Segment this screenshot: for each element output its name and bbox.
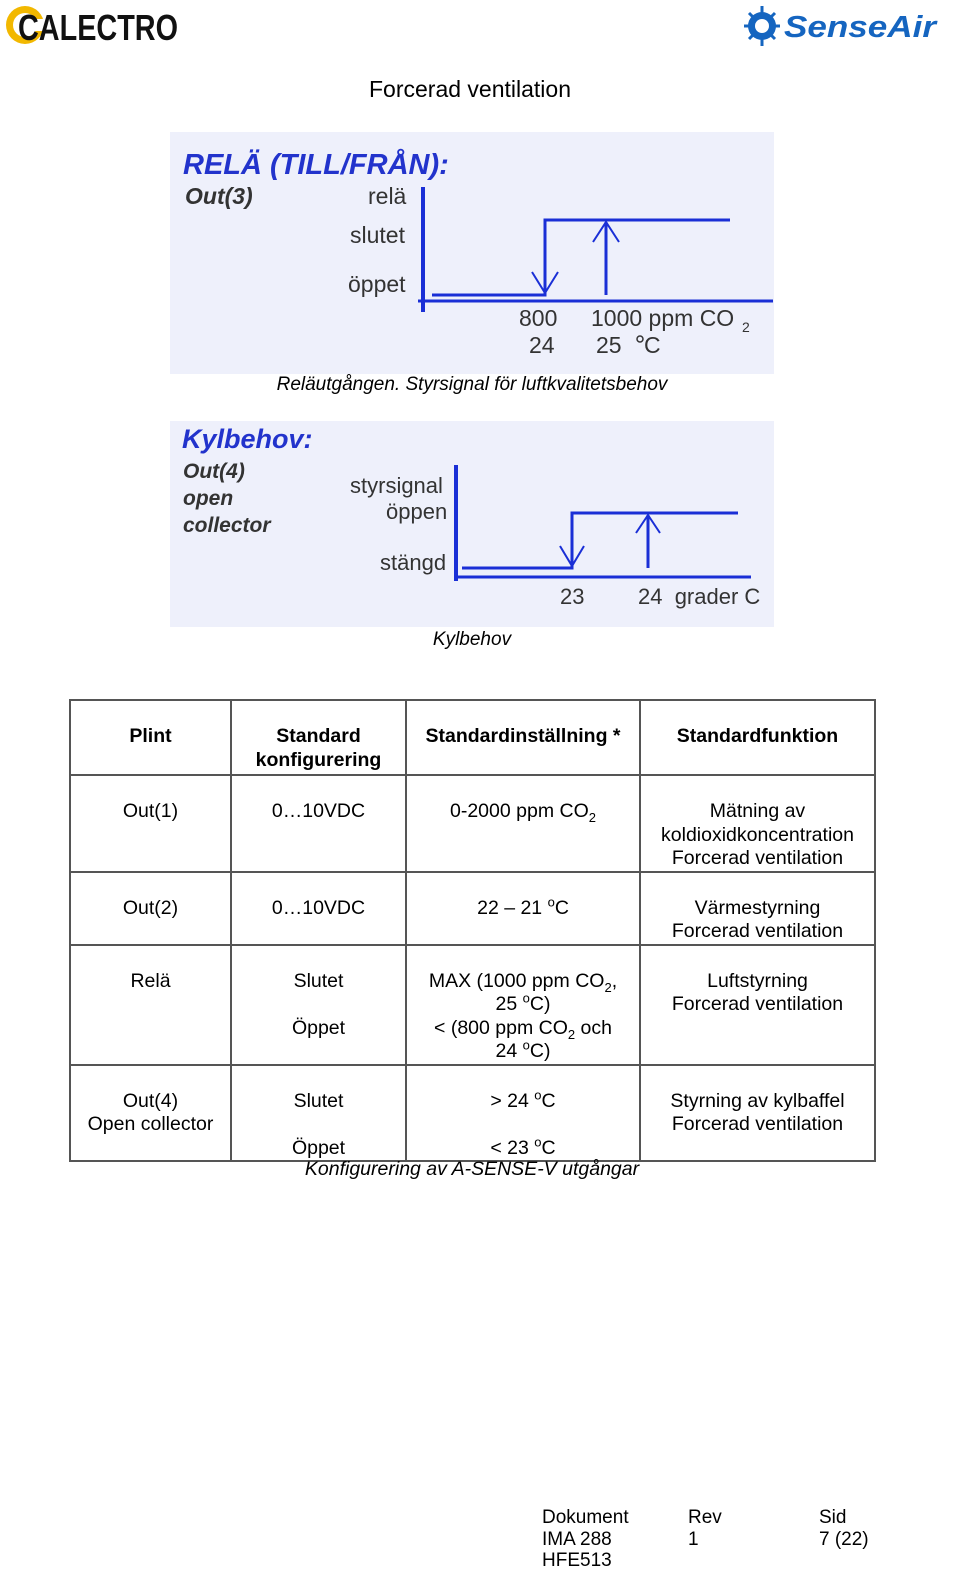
senseair-logo	[744, 6, 940, 46]
calectro-logo	[4, 2, 184, 48]
cell-plint: Relä	[70, 945, 231, 1065]
rela-axis-label: relä	[368, 183, 407, 209]
cell-conf: Slutet Öppet	[231, 1065, 406, 1162]
cell-function: Styrning av kylbaffel Forcerad ventilation	[640, 1065, 875, 1162]
rela-caption: Reläutgången. Styrsignal för luftkvalitetsbehov	[276, 374, 668, 395]
footer-rev-value: 1	[688, 1528, 699, 1550]
table-row	[70, 872, 875, 945]
rela-state-on: slutet	[350, 222, 405, 248]
table-row	[70, 775, 875, 872]
table-caption: Konfigurering av A-SENSE-V utgångar	[304, 1158, 640, 1180]
footer-sid-label: Sid	[819, 1507, 847, 1528]
senseair-logo-text: SenseAir	[784, 9, 939, 44]
cell-conf: Slutet Öppet	[231, 945, 406, 1065]
rela-heading: RELÄ (TILL/FRÅN):	[183, 149, 449, 181]
footer-revision	[688, 1507, 722, 1550]
cell-setting: 0-2000 ppm $CO_2$	[406, 775, 640, 872]
footer-page	[819, 1507, 869, 1550]
footer-doc-value-2: HFE513	[542, 1550, 612, 1571]
cell-plint: Out(4) Open collector	[70, 1065, 231, 1162]
header-plint: Plint	[70, 700, 231, 775]
kyl-tick-23: 23	[560, 584, 585, 609]
kyl-heading: Kylbehov:	[182, 424, 313, 454]
kyl-axis-label: styrsignal	[350, 473, 443, 498]
kylbehov-caption: Kylbehov	[432, 629, 512, 650]
footer-document	[542, 1507, 629, 1572]
calectro-logo-text: CALECTRO	[18, 7, 178, 48]
cell-conf: 0…10VDC	[231, 872, 406, 945]
header-standard-konfigurering: Standard konfigurering	[231, 700, 406, 775]
cell-setting: 22 – 21 $^o$C	[406, 872, 640, 945]
rela-tick-1000: 1000 ppm CO	[591, 305, 735, 331]
cell-setting: > 24 $^o$C < 23 $^o$C	[406, 1065, 640, 1162]
footer-rev-label: Rev	[688, 1507, 722, 1528]
header-standardfunktion: Standardfunktion	[640, 700, 875, 775]
output-config-table	[69, 699, 876, 1162]
rela-temp-unit: C	[644, 332, 661, 358]
rela-diagram	[170, 132, 774, 374]
rela-tick-24: 24	[529, 332, 555, 358]
cell-function: Mätning av koldioxidkoncentration Forcerad ventilation	[640, 775, 875, 872]
cell-conf: 0…10VDC	[231, 775, 406, 872]
rela-state-off: öppet	[348, 271, 406, 297]
cell-function: Värmestyrning Forcerad ventilation	[640, 872, 875, 945]
footer-doc-value: IMA 288	[542, 1528, 612, 1550]
cell-plint: Out(1)	[70, 775, 231, 872]
rela-tick-1000-sub: 2	[742, 319, 750, 335]
footer-doc-label: Dokument	[542, 1507, 629, 1528]
page-title: Forcerad ventilation	[369, 76, 571, 102]
cell-plint: Out(2)	[70, 872, 231, 945]
footer-sid-value: 7 (22)	[819, 1528, 869, 1550]
kyl-output-l3: collector	[183, 514, 271, 537]
kyl-output-l2: open	[183, 487, 234, 510]
header-standardinstallning: Standardinställning *	[406, 700, 640, 775]
table-row	[70, 1065, 875, 1162]
kylbehov-diagram	[170, 421, 774, 627]
kyl-state-off: stängd	[380, 550, 447, 575]
kyl-tick-24: 24 grader C	[638, 584, 761, 609]
kyl-output-label: Out(4)	[183, 460, 245, 483]
kyl-state-on: öppen	[386, 499, 448, 524]
cell-setting: MAX (1000 ppm $CO_2$, 25 $^o$C) < (800 ppm $CO_2$ och 24 $^o$C)	[406, 945, 640, 1065]
rela-tick-25: 25	[596, 332, 622, 358]
table-row	[70, 945, 875, 1065]
cell-function: Luftstyrning Forcerad ventilation	[640, 945, 875, 1065]
rela-output-label: Out(3)	[185, 183, 253, 209]
table-header-row	[70, 700, 875, 775]
rela-tick-800: 800	[519, 305, 558, 331]
